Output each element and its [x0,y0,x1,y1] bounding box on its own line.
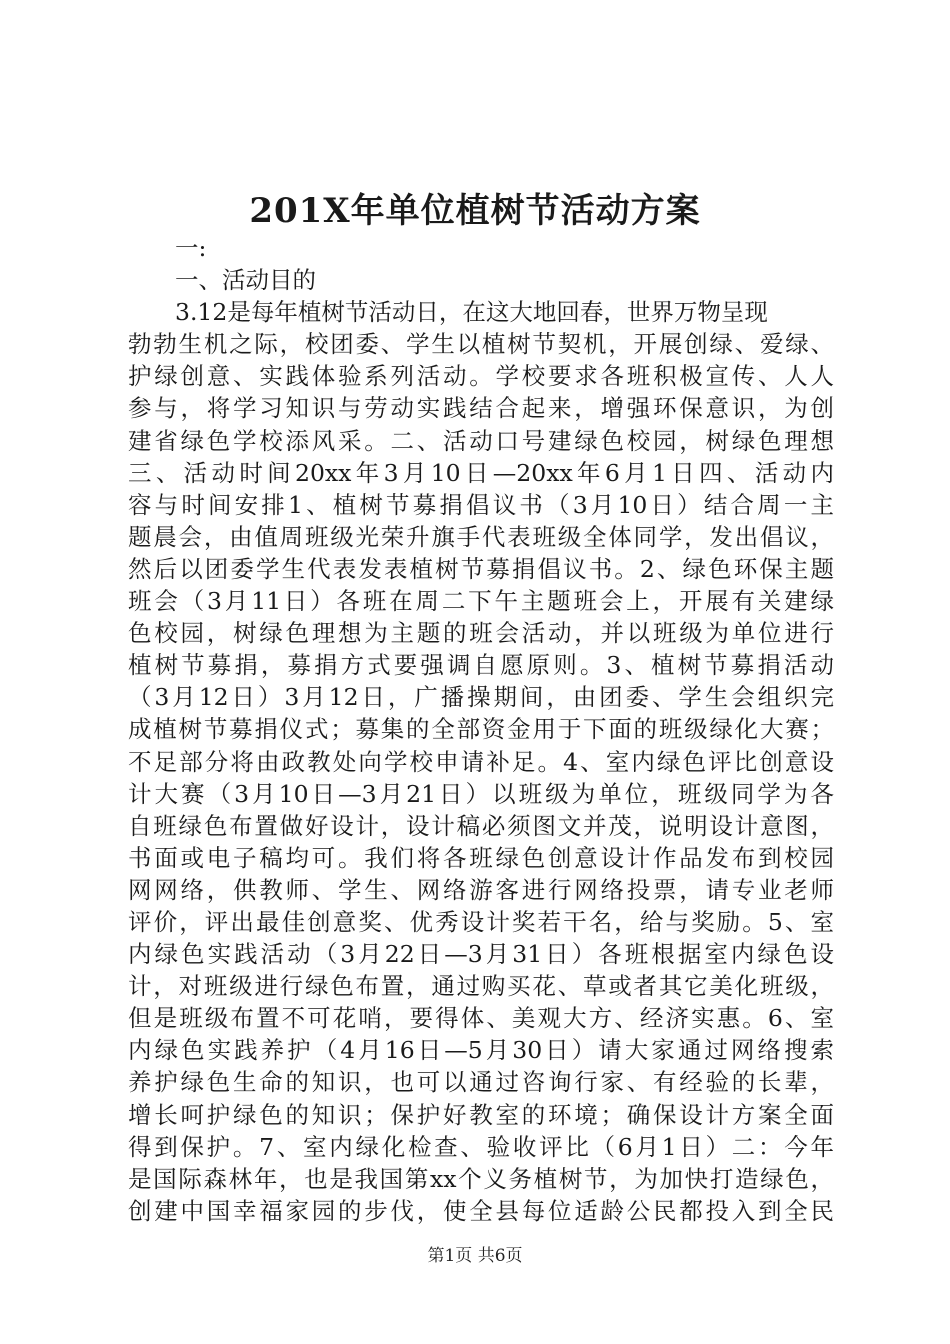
body-line: 题晨会，由值周班级光荣升旗手代表班级全体同学，发出倡议， [128,522,834,551]
body-line: 一: [175,234,207,262]
body-line: 自班绿色布置做好设计，设计稿必须图文并茂，说明设计意图， [128,811,834,840]
body-line: 班会（3月11日）各班在周二下午主题班会上，开展有关建绿 [128,587,834,616]
body-line: 内绿色实践活动（3月22日—3月31日）各班根据室内绿色设 [128,940,834,969]
document-body [128,232,834,1227]
body-line: 色校园，树绿色理想为主题的班会活动，并以班级为单位进行 [128,619,834,648]
body-line: 网网络，供教师、学生、网络游客进行网络投票，请专业老师 [128,875,834,904]
body-line: 3.12是每年植树节活动日，在这大地回春，世界万物呈现 [175,298,768,327]
body-line: 内绿色实践养护（4月16日—5月30日）请大家通过网络搜索 [128,1036,834,1065]
document-title: 201X年单位植树节活动方案 [249,191,701,231]
body-line: 计，对班级进行绿色布置，通过购买花、草或者其它美化班级， [128,972,834,1001]
body-line: 但是班级布置不可花哨，要得体、美观大方、经济实惠。6、室 [128,1004,834,1033]
body-line: 参与，将学习知识与劳动实践结合起来，增强环保意识，为创 [128,394,834,423]
body-line: （3月12日）3月12日，广播操期间，由团委、学生会组织完 [128,683,834,712]
body-line: 建省绿色学校添风采。二、活动口号建绿色校园，树绿色理想 [128,426,834,455]
body-line: 是国际森林年，也是我国第xx个义务植树节，为加快打造绿色， [128,1164,834,1193]
body-line: 容与时间安排1、植树节募捐倡议书（3月10日）结合周一主 [128,490,834,519]
body-line: 一、活动目的 [175,266,316,295]
body-line: 不足部分将由政教处向学校申请补足。4、室内绿色评比创意设 [128,747,834,776]
body-line: 植树节募捐，募捐方式要强调自愿原则。3、植树节募捐活动 [128,651,834,680]
body-line: 创建中国幸福家园的步伐，使全县每位适龄公民都投入到全民 [128,1196,834,1225]
body-line: 三、活动时间20xx年3月10日—20xx年6月1日四、活动内 [128,458,834,487]
body-line: 得到保护。7、室内绿化检查、验收评比（6月1日）二：今年 [128,1132,834,1161]
body-line: 评价，评出最佳创意奖、优秀设计奖若干名，给与奖励。5、室 [128,907,834,936]
body-line: 养护绿色生命的知识，也可以通过咨询行家、有经验的长辈， [128,1068,834,1097]
body-line: 护绿创意、实践体验系列活动。学校要求各班积极宣传、人人 [128,362,834,391]
body-line: 成植树节募捐仪式；募集的全部资金用于下面的班级绿化大赛； [128,715,834,744]
body-line: 增长呵护绿色的知识；保护好教室的环境；确保设计方案全面 [128,1100,834,1129]
body-line: 计大赛（3月10日—3月21日）以班级为单位，班级同学为各 [128,779,834,808]
page-footer: 第1页 共6页 [427,1246,523,1266]
body-line: 书面或电子稿均可。我们将各班绿色创意设计作品发布到校园 [128,843,834,872]
body-line: 勃勃生机之际，校团委、学生以植树节契机，开展创绿、爱绿、 [128,330,834,359]
body-line: 然后以团委学生代表发表植树节募捐倡议书。2、绿色环保主题 [128,554,834,583]
